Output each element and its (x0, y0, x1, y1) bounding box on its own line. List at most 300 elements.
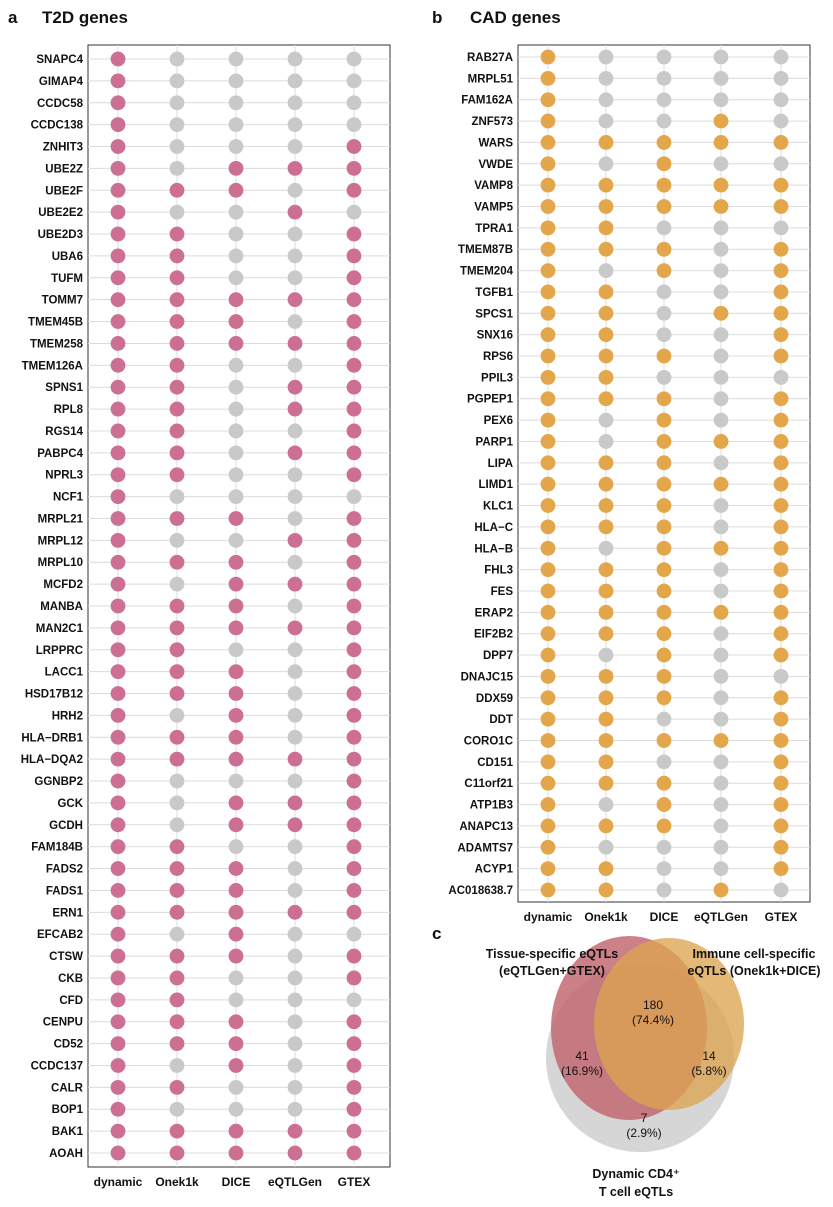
t2d-gene-label: NPRL3 (45, 469, 83, 482)
t2d-dot-absent (170, 139, 185, 154)
t2d-dot-absent (170, 52, 185, 67)
cad-gene-label: PGPEP1 (466, 393, 513, 406)
cad-dot-absent (657, 220, 672, 235)
t2d-dot-present (170, 467, 185, 482)
cad-dot-present (541, 584, 556, 599)
t2d-dot-present (111, 883, 126, 898)
t2d-dot-present (170, 620, 185, 635)
t2d-dot-absent (288, 883, 303, 898)
t2d-dot-present (288, 336, 303, 351)
t2d-dot-present (347, 1014, 362, 1029)
venn-count-overlap: 180 (642, 998, 664, 1012)
t2d-dot-present (229, 1146, 244, 1161)
venn-percent-overlap: (74.4%) (631, 1013, 675, 1027)
t2d-gene-label: UBE2E2 (38, 207, 83, 220)
t2d-dot-absent (288, 664, 303, 679)
t2d-dot-present (170, 1036, 185, 1051)
cad-dot-absent (657, 883, 672, 898)
cad-dot-present (541, 285, 556, 300)
cad-dot-present (541, 733, 556, 748)
t2d-dot-present (288, 205, 303, 220)
t2d-dot-absent (229, 139, 244, 154)
cad-dot-present (541, 819, 556, 834)
cad-dot-absent (714, 156, 729, 171)
cad-dot-absent (714, 391, 729, 406)
cad-dot-present (541, 50, 556, 65)
cad-gene-label: PARP1 (475, 436, 513, 449)
cad-dot-present (657, 156, 672, 171)
t2d-dot-present (170, 752, 185, 767)
t2d-dot-present (170, 992, 185, 1007)
venn-label-immune: Immune cell-specific (692, 947, 816, 961)
t2d-gene-label: CCDC138 (30, 119, 83, 132)
t2d-dot-absent (288, 1102, 303, 1117)
cad-dot-present (657, 498, 672, 513)
t2d-gene-label: CFD (59, 994, 83, 1007)
cad-dot-absent (714, 92, 729, 107)
cad-col-label-3: eQTLGen (693, 910, 749, 924)
t2d-dot-present (170, 402, 185, 417)
t2d-dot-present (347, 467, 362, 482)
cad-gene-label: PPIL3 (481, 372, 513, 385)
t2d-dot-present (111, 314, 126, 329)
cad-dot-present (541, 477, 556, 492)
t2d-dot-absent (229, 270, 244, 285)
t2d-dot-present (347, 883, 362, 898)
venn-percent-immune_only: (5.8%) (691, 1064, 727, 1078)
t2d-dot-present (347, 730, 362, 745)
cad-dot-present (599, 626, 614, 641)
cad-gene-label: VAMP8 (474, 180, 513, 193)
t2d-dot-present (111, 424, 126, 439)
venn-label-dynamic: Dynamic CD4⁺ (592, 1167, 680, 1181)
cad-dot-absent (714, 797, 729, 812)
t2d-dot-present (347, 402, 362, 417)
t2d-gene-label: ERN1 (52, 907, 83, 920)
t2d-dot-absent (170, 817, 185, 832)
t2d-dot-present (170, 686, 185, 701)
t2d-dot-absent (288, 861, 303, 876)
cad-dot-present (599, 306, 614, 321)
cad-dot-present (541, 626, 556, 641)
t2d-dot-present (229, 620, 244, 635)
venn-label-immune: eQTLs (Onek1k+DICE) (687, 964, 821, 978)
cad-gene-label: RPS6 (482, 351, 513, 364)
cad-dot-present (541, 434, 556, 449)
t2d-dot-present (347, 577, 362, 592)
venn-diagram (486, 936, 821, 1199)
t2d-col-label-1: Onek1k (155, 1175, 199, 1189)
cad-dot-absent (714, 349, 729, 364)
t2d-gene-label: CKB (58, 972, 83, 985)
t2d-gene-label: HLA−DRB1 (21, 732, 83, 745)
t2d-dot-absent (229, 424, 244, 439)
cad-dot-present (541, 669, 556, 684)
t2d-gene-label: UBE2F (45, 185, 83, 198)
t2d-dot-absent (170, 796, 185, 811)
t2d-gene-label: TUFM (51, 272, 83, 285)
t2d-dot-present (288, 577, 303, 592)
t2d-dot-absent (347, 992, 362, 1007)
cad-dot-present (774, 413, 789, 428)
t2d-gene-label: FADS1 (45, 885, 83, 898)
cad-gene-label: DDT (489, 714, 513, 727)
t2d-dot-present (111, 664, 126, 679)
cad-dot-present (774, 498, 789, 513)
t2d-dot-absent (229, 117, 244, 132)
cad-gene-label: FHL3 (484, 564, 513, 577)
t2d-dot-absent (288, 489, 303, 504)
t2d-dot-absent (229, 1080, 244, 1095)
t2d-dot-present (111, 1146, 126, 1161)
t2d-dot-absent (288, 686, 303, 701)
t2d-dot-absent (229, 95, 244, 110)
t2d-dot-present (229, 183, 244, 198)
t2d-dot-present (111, 774, 126, 789)
cad-dot-absent (657, 861, 672, 876)
t2d-dot-present (170, 730, 185, 745)
t2d-dot-present (229, 599, 244, 614)
t2d-dot-present (347, 599, 362, 614)
cad-gene-label: TMEM204 (459, 265, 513, 278)
cad-dot-present (774, 754, 789, 769)
t2d-dot-absent (229, 467, 244, 482)
cad-dot-present (657, 690, 672, 705)
t2d-dot-absent (170, 577, 185, 592)
cad-gene-label: CD151 (477, 756, 513, 769)
cad-dot-present (657, 178, 672, 193)
t2d-dot-present (347, 555, 362, 570)
cad-dot-absent (599, 92, 614, 107)
cad-gene-label: WARS (478, 137, 513, 150)
t2d-dot-present (347, 533, 362, 548)
cad-dot-present (541, 178, 556, 193)
t2d-dot-present (347, 249, 362, 264)
cad-dot-present (541, 391, 556, 406)
t2d-dot-absent (229, 445, 244, 460)
t2d-dot-present (111, 905, 126, 920)
t2d-dot-present (347, 774, 362, 789)
t2d-dot-absent (170, 533, 185, 548)
t2d-dot-present (111, 533, 126, 548)
cad-dot-present (541, 220, 556, 235)
t2d-dot-present (229, 1058, 244, 1073)
cad-dot-absent (714, 861, 729, 876)
t2d-dot-absent (229, 205, 244, 220)
t2d-dot-present (111, 686, 126, 701)
panel-b-title: CAD genes (470, 8, 561, 27)
cad-gene-label: TGFB1 (475, 286, 513, 299)
cad-dot-present (599, 327, 614, 342)
t2d-matrix (21, 45, 390, 1189)
cad-dot-present (774, 733, 789, 748)
cad-gene-label: CORO1C (463, 735, 513, 748)
t2d-dot-absent (288, 555, 303, 570)
cad-dot-absent (599, 840, 614, 855)
cad-gene-label: TMEM87B (458, 244, 513, 257)
cad-dot-absent (599, 434, 614, 449)
cad-dot-present (599, 776, 614, 791)
cad-col-label-1: Onek1k (584, 910, 628, 924)
cad-gene-label: MRPL51 (467, 73, 513, 86)
cad-dot-present (657, 349, 672, 364)
t2d-dot-present (347, 161, 362, 176)
cad-dot-absent (599, 50, 614, 65)
cad-dot-present (657, 797, 672, 812)
cad-dot-present (657, 263, 672, 278)
t2d-dot-present (229, 314, 244, 329)
cad-gene-label: SPCS1 (475, 308, 513, 321)
cad-dot-absent (714, 690, 729, 705)
t2d-dot-absent (288, 117, 303, 132)
cad-dot-absent (714, 669, 729, 684)
t2d-gene-label: CCDC58 (36, 97, 83, 110)
cad-dot-present (774, 776, 789, 791)
t2d-gene-label: RPL8 (53, 404, 83, 417)
cad-dot-present (774, 242, 789, 257)
t2d-gene-label: MAN2C1 (35, 622, 83, 635)
t2d-gene-label: MRPL12 (37, 535, 83, 548)
cad-dot-present (599, 391, 614, 406)
t2d-gene-label: CTSW (49, 951, 83, 964)
cad-dot-present (599, 519, 614, 534)
t2d-dot-absent (288, 227, 303, 242)
cad-dot-absent (714, 455, 729, 470)
cad-dot-present (541, 135, 556, 150)
t2d-gene-label: GIMAP4 (38, 75, 83, 88)
t2d-dot-present (229, 817, 244, 832)
cad-dot-absent (714, 498, 729, 513)
t2d-gene-label: CD52 (53, 1038, 83, 1051)
cad-dot-absent (714, 327, 729, 342)
cad-dot-absent (774, 114, 789, 129)
cad-gene-label: FES (490, 585, 513, 598)
cad-gene-label: LIMD1 (478, 479, 513, 492)
t2d-dot-present (288, 402, 303, 417)
t2d-dot-absent (288, 927, 303, 942)
cad-dot-present (657, 648, 672, 663)
cad-gene-label: ADAMTS7 (457, 842, 513, 855)
t2d-dot-present (347, 380, 362, 395)
t2d-dot-absent (288, 949, 303, 964)
t2d-dot-present (347, 1058, 362, 1073)
cad-dot-present (657, 669, 672, 684)
t2d-gene-label: FAM184B (31, 841, 83, 854)
t2d-dot-present (111, 927, 126, 942)
t2d-dot-absent (347, 489, 362, 504)
t2d-col-label-2: DICE (221, 1175, 251, 1189)
t2d-dot-present (229, 511, 244, 526)
t2d-dot-absent (288, 73, 303, 88)
cad-dot-absent (714, 776, 729, 791)
t2d-gene-label: HSD17B12 (24, 688, 83, 701)
t2d-dot-present (347, 445, 362, 460)
cad-gene-label: ZNF573 (471, 116, 513, 129)
t2d-dot-present (111, 752, 126, 767)
cad-gene-label: FAM162A (461, 94, 513, 107)
cad-dot-present (599, 349, 614, 364)
t2d-gene-label: TMEM258 (29, 338, 83, 351)
cad-dot-absent (657, 306, 672, 321)
t2d-dot-present (111, 1080, 126, 1095)
cad-dot-absent (714, 584, 729, 599)
t2d-dot-present (111, 971, 126, 986)
t2d-dot-present (229, 161, 244, 176)
t2d-dot-present (170, 664, 185, 679)
t2d-dot-absent (288, 774, 303, 789)
t2d-dot-absent (229, 992, 244, 1007)
t2d-dot-absent (229, 380, 244, 395)
t2d-dot-absent (288, 992, 303, 1007)
t2d-dot-absent (347, 52, 362, 67)
t2d-dot-present (347, 971, 362, 986)
t2d-dot-present (288, 905, 303, 920)
cad-dot-present (714, 306, 729, 321)
cad-dot-present (714, 541, 729, 556)
cad-dot-present (774, 135, 789, 150)
t2d-dot-absent (288, 839, 303, 854)
t2d-dot-present (111, 95, 126, 110)
t2d-gene-label: GCDH (49, 819, 83, 832)
t2d-dot-present (170, 905, 185, 920)
cad-dot-present (541, 541, 556, 556)
t2d-dot-present (111, 292, 126, 307)
cad-dot-present (657, 562, 672, 577)
t2d-dot-present (229, 1036, 244, 1051)
t2d-dot-present (229, 686, 244, 701)
t2d-dot-absent (288, 270, 303, 285)
cad-matrix (448, 45, 810, 924)
t2d-dot-present (347, 314, 362, 329)
t2d-dot-present (288, 380, 303, 395)
cad-dot-present (599, 733, 614, 748)
t2d-dot-absent (229, 774, 244, 789)
t2d-gene-label: AOAH (49, 1148, 83, 1160)
t2d-dot-present (170, 1146, 185, 1161)
cad-dot-present (599, 605, 614, 620)
cad-dot-present (599, 199, 614, 214)
cad-dot-present (774, 690, 789, 705)
t2d-dot-absent (170, 1058, 185, 1073)
t2d-dot-present (170, 270, 185, 285)
t2d-dot-present (111, 227, 126, 242)
t2d-dot-present (347, 796, 362, 811)
t2d-dot-present (347, 817, 362, 832)
t2d-dot-present (170, 292, 185, 307)
cad-dot-absent (657, 71, 672, 86)
t2d-gene-label: FADS2 (45, 863, 83, 876)
t2d-dot-present (347, 708, 362, 723)
t2d-dot-present (111, 1124, 126, 1139)
t2d-dot-present (170, 511, 185, 526)
cad-dot-absent (599, 71, 614, 86)
t2d-dot-present (111, 73, 126, 88)
cad-dot-present (774, 840, 789, 855)
t2d-dot-present (229, 883, 244, 898)
venn-percent-tissue_only: (16.9%) (560, 1064, 604, 1078)
cad-dot-present (541, 455, 556, 470)
t2d-dot-absent (229, 402, 244, 417)
cad-gene-label: SNX16 (476, 329, 513, 342)
cad-dot-present (774, 797, 789, 812)
panel-a-letter: a (8, 8, 18, 27)
t2d-gene-label: NCF1 (52, 491, 83, 504)
t2d-dot-present (111, 380, 126, 395)
t2d-dot-present (347, 336, 362, 351)
t2d-gene-label: TMEM126A (21, 360, 83, 373)
cad-dot-absent (657, 370, 672, 385)
t2d-dot-present (111, 183, 126, 198)
t2d-dot-present (111, 249, 126, 264)
cad-dot-absent (657, 754, 672, 769)
cad-dot-absent (774, 220, 789, 235)
t2d-dot-present (347, 183, 362, 198)
t2d-dot-absent (229, 227, 244, 242)
cad-dot-absent (714, 71, 729, 86)
cad-dot-present (541, 370, 556, 385)
t2d-dot-present (288, 752, 303, 767)
t2d-dot-absent (288, 358, 303, 373)
cad-dot-present (774, 199, 789, 214)
t2d-dot-absent (288, 730, 303, 745)
cad-gene-label: ANAPC13 (459, 820, 513, 833)
cad-gene-label: DPP7 (482, 650, 513, 663)
venn-count-dynamic_only: 7 (640, 1111, 648, 1125)
cad-gene-label: KLC1 (482, 500, 513, 513)
t2d-gene-label: MCFD2 (43, 579, 83, 592)
t2d-dot-absent (229, 73, 244, 88)
cad-dot-absent (714, 285, 729, 300)
t2d-dot-absent (170, 73, 185, 88)
t2d-dot-present (288, 620, 303, 635)
t2d-gene-label: ZNHIT3 (42, 141, 83, 154)
t2d-dot-present (111, 511, 126, 526)
t2d-dot-absent (288, 1058, 303, 1073)
cad-dot-absent (714, 819, 729, 834)
cad-dot-present (774, 584, 789, 599)
cad-dot-present (774, 285, 789, 300)
cad-dot-present (774, 178, 789, 193)
t2d-gene-label: UBE2D3 (37, 229, 83, 242)
t2d-dot-absent (229, 971, 244, 986)
t2d-gene-label: CCDC137 (30, 1060, 83, 1073)
t2d-gene-label: CENPU (42, 1016, 83, 1029)
t2d-dot-present (288, 1146, 303, 1161)
t2d-dot-absent (347, 95, 362, 110)
cad-dot-present (657, 413, 672, 428)
cad-dot-present (541, 71, 556, 86)
cad-dot-present (541, 349, 556, 364)
t2d-gene-label: MANBA (40, 601, 83, 613)
t2d-dot-absent (170, 205, 185, 220)
cad-dot-present (774, 391, 789, 406)
cad-gene-label: TPRA1 (475, 222, 513, 235)
t2d-col-label-3: eQTLGen (267, 1175, 323, 1189)
t2d-dot-absent (170, 161, 185, 176)
cad-gene-label: HLA−B (474, 543, 513, 556)
t2d-dot-present (170, 424, 185, 439)
t2d-dot-absent (288, 708, 303, 723)
t2d-gene-label: UBA6 (51, 250, 83, 263)
cad-dot-absent (714, 220, 729, 235)
t2d-dot-present (347, 139, 362, 154)
cad-dot-present (657, 455, 672, 470)
cad-dot-present (599, 669, 614, 684)
t2d-dot-present (170, 380, 185, 395)
cad-dot-absent (714, 712, 729, 727)
cad-dot-present (541, 883, 556, 898)
cad-dot-present (541, 690, 556, 705)
